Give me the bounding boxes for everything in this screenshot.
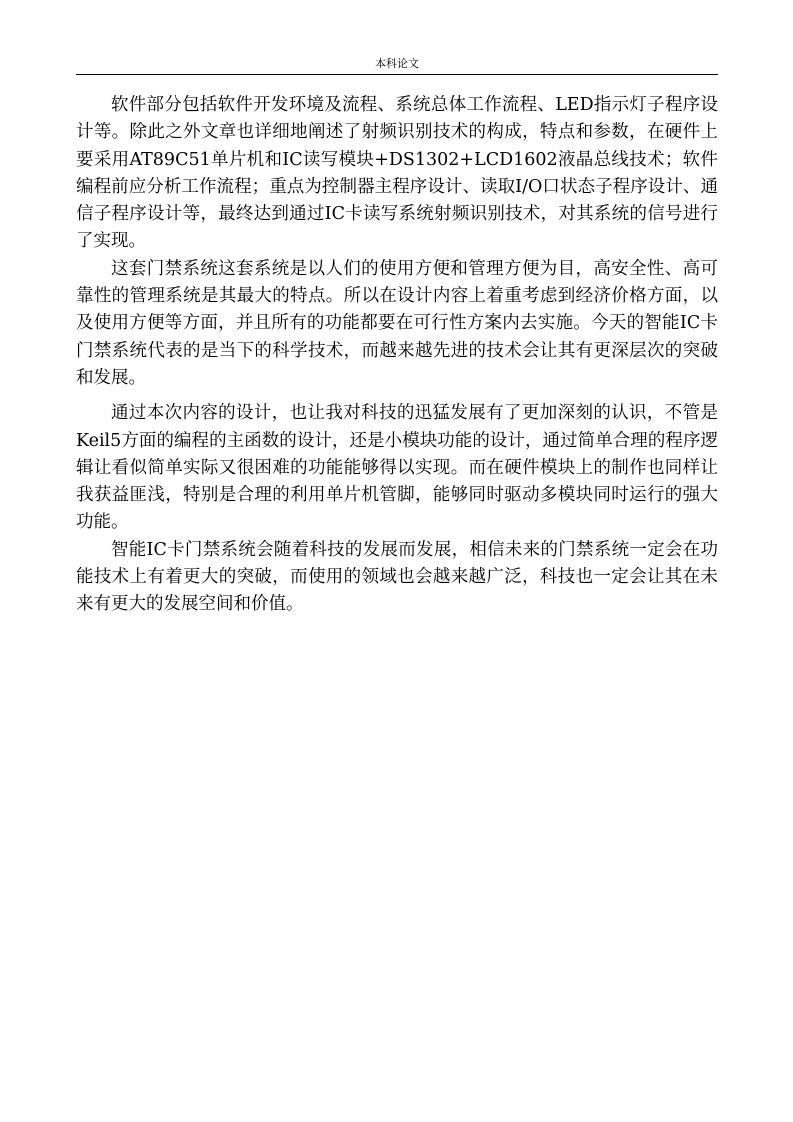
document-body	[76, 92, 718, 619]
paragraph-future-outlook: 智能IC卡门禁系统会随着科技的发展而发展，相信未来的门禁系统一定会在功能技术上有着更大的突破，而使用的领域也会越来越广泛，科技也一定会让其在未来有更大的发展空间和价值。	[76, 539, 718, 615]
paragraph-software: 软件部分包括软件开发环境及流程、系统总体工作流程、LED指示灯子程序设计等。除此之外文章也详细地阐述了射频识别技术的构成，特点和参数，在硬件上要采用AT89C51单片机和IC读写模块+DS1302+LCD1602液晶总线技术；软件编程前应分析工作流程；重点为控制器主程序设计、读取I/O口状态子程序设计、通信子程序设计等，最终达到通过IC卡读写系统射频识别技术，对其系统的信号进行了实现。	[76, 95, 718, 252]
page-header	[76, 52, 718, 75]
paragraph-access-system: 这套门禁系统这套系统是以人们的使用方便和管理方便为目，高安全性、高可靠性的管理系统是其最大的特点。所以在设计内容上着重考虑到经济价格方面，以及使用方便等方面，并且所有的功能都要在可行性方案内去实施。今天的智能IC卡门禁系统代表的是当下的科学技术，而越来越先进的技术会让其有更深层次的突破和发展。	[76, 258, 718, 388]
paragraph-design-reflection: 通过本次内容的设计，也让我对科技的迅猛发展有了更加深刻的认识，不管是Keil5方面的编程的主函数的设计，还是小模块功能的设计，通过简单合理的程序逻辑让看似简单实际又很困难的功能能够得以实现。而在硬件模块上的制作也同样让我获益匪浅，特别是合理的利用单片机管脚，能够同时驱动多模块同时运行的强大功能。	[76, 403, 718, 533]
header-title: 本科论文	[375, 57, 419, 70]
